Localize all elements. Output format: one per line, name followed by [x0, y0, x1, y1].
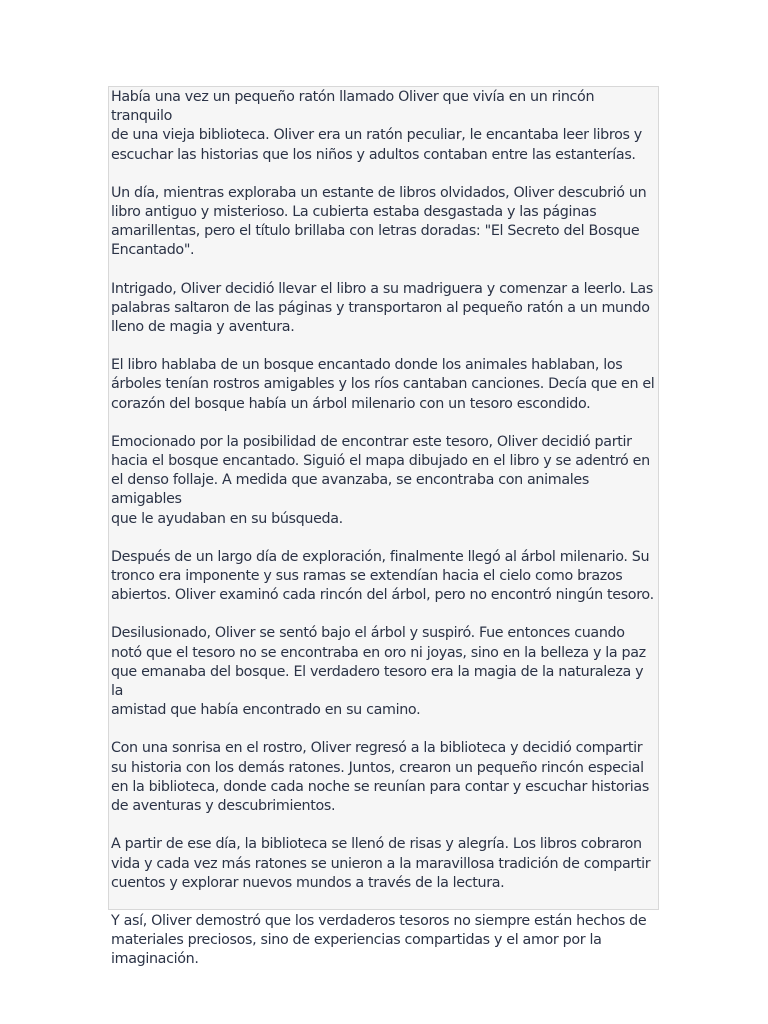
paragraph-2: Un día, mientras exploraba un estante de libros olvidados, Oliver descubrió un libro antiguo y misterioso. La cubierta estaba desgastada y las páginas amarillentas, pero el título brillaba con letras doradas: "El Secreto del Bosque Encantado".: [111, 184, 647, 259]
paragraph-3: Intrigado, Oliver decidió llevar el libro a su madriguera y comenzar a leerlo. Las palabras saltaron de las páginas y transportaron al pequeño ratón a un mundo lleno de magia y aventura.: [111, 280, 653, 336]
paragraph-1: Había una vez un pequeño ratón llamado Oliver que vivía en un rincón tranquilo de una vieja biblioteca. Oliver era un ratón peculiar, le encantaba leer libros y escuchar las historias que los niños y adultos contaban entre las estanterías.: [111, 89, 642, 163]
paragraph-9: A partir de ese día, la biblioteca se llenó de risas y alegría. Los libros cobraron vida y cada vez más ratones se unieron a la maravillosa tradición de compartir cuentos y explorar nuevos mundos a través de la lectura.: [111, 836, 651, 891]
paragraph-10: Y así, Oliver demostró que los verdaderos tesoros no siempre están hechos de materiales preciosos, sino de experiencias compartidas y el amor por la imaginación.: [111, 912, 647, 968]
story-text-box: [108, 86, 659, 968]
paragraph-5: Emocionado por la posibilidad de encontrar este tesoro, Oliver decidió partir hacia el bosque encantado. Siguió el mapa dibujado en el libro y se adentró en el denso follaje. A medida que avanzaba, se encontraba con animales amigables que le ayudaban en su búsqueda.: [111, 433, 650, 527]
paragraph-8: Con una sonrisa en el rostro, Oliver regresó a la biblioteca y decidió compartir su historia con los demás ratones. Juntos, crearon un pequeño rincón especial en la biblioteca, donde cada noche se reunían para contar y escuchar historias de aventuras y descubrimientos.: [111, 740, 649, 815]
paragraph-4: El libro hablaba de un bosque encantado donde los animales hablaban, los árboles tenían rostros amigables y los ríos cantaban canciones. Decía que en el corazón del bosque había un árbol milenario con un tesoro escondido.: [111, 357, 655, 412]
paragraph-6: Después de un largo día de exploración, finalmente llegó al árbol milenario. Su tronco era imponente y sus ramas se extendían hacia el cielo como brazos abiertos. Oliver examinó cada rincón del árbol, pero no encontró ningún tesoro.: [111, 548, 654, 604]
paragraph-7: Desilusionado, Oliver se sentó bajo el árbol y suspiró. Fue entonces cuando notó que el tesoro no se encontraba en oro ni joyas, sino en la belleza y la paz que emanaba del bosque. El verdadero tesoro era la magia de la naturaleza y la amistad que había encontrado en su camino.: [111, 625, 646, 719]
